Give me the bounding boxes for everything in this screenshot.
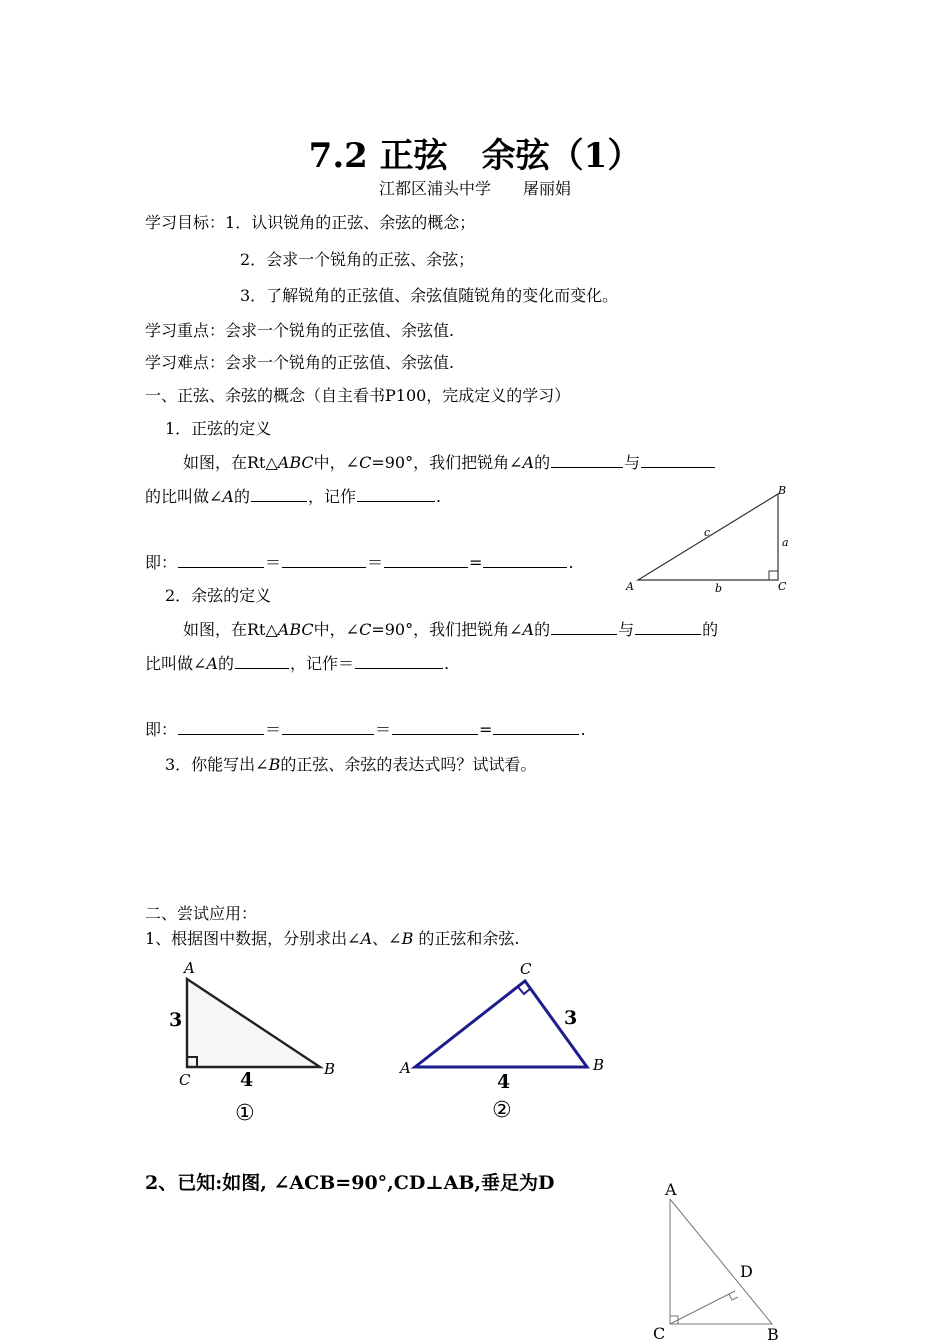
- school-name: 江都区浦头中学: [378, 179, 491, 198]
- author-line: [0, 176, 950, 199]
- cosine-equation: 即： ＝ ＝ = .: [145, 720, 586, 739]
- blank-sine-eq-2[interactable]: [282, 551, 366, 568]
- right-angle-mark: [769, 571, 778, 580]
- label-b: b: [715, 582, 723, 594]
- question-1: 1、根据图中数据，分别求出∠A、∠B 的正弦和余弦.: [145, 929, 520, 948]
- blank-sine-eq-3[interactable]: [384, 551, 468, 568]
- figure-2-label: ②: [492, 1098, 512, 1123]
- page-title: 7.2 正弦 余弦（1）: [308, 136, 642, 176]
- label-C: C: [778, 580, 787, 593]
- fig1-side-4: 4: [240, 1069, 254, 1091]
- goal-1: [145, 210, 475, 233]
- question-2: 2、已知:如图, ∠ACB=90°,CD⊥AB,垂足为D: [145, 1172, 555, 1194]
- teacher-name: 屠丽娟: [523, 179, 572, 198]
- blank-cosine-eq-1[interactable]: [178, 718, 264, 735]
- fig2-label-C: C: [520, 960, 532, 978]
- question-angle-b: 3．你能写出∠B的正弦、余弦的表达式吗？试试看。: [165, 755, 537, 774]
- blank-sine-3[interactable]: [251, 485, 307, 502]
- blank-cosine-eq-4[interactable]: [493, 718, 579, 735]
- blank-sine-1[interactable]: [551, 451, 623, 468]
- sine-heading: 1．正弦的定义: [165, 419, 272, 438]
- fig2-label-A: A: [400, 1059, 411, 1077]
- sine-equation: 即： ＝ ＝ = .: [145, 553, 574, 572]
- blank-sine-4[interactable]: [357, 485, 435, 502]
- altitude-cd: [670, 1291, 735, 1324]
- label-B: B: [778, 484, 787, 497]
- label-c: c: [704, 526, 711, 539]
- fig1-label-A: A: [184, 959, 195, 977]
- fig2-side-4: 4: [497, 1071, 511, 1093]
- blank-cosine-eq-3[interactable]: [392, 718, 478, 735]
- fig2-side-3: 3: [564, 1007, 578, 1029]
- cosine-definition-line2: 比叫做∠A的 ，记作＝ .: [145, 654, 450, 673]
- fig1-label-C: C: [179, 1071, 191, 1089]
- blank-cosine-2[interactable]: [635, 618, 701, 635]
- sine-definition-line2: 的比叫做∠A的 ，记作 .: [145, 487, 442, 506]
- triangle-fig2: [415, 981, 587, 1067]
- blank-cosine-eq-2[interactable]: [282, 718, 374, 735]
- blank-sine-eq-4[interactable]: [483, 551, 567, 568]
- fig3-label-D: D: [740, 1262, 753, 1281]
- fig3-label-A: A: [665, 1180, 677, 1199]
- section1-heading: 一、正弦、余弦的概念（自主看书P100，完成定义的学习）: [145, 386, 571, 405]
- label-a: a: [782, 536, 789, 549]
- difficulty: 学习难点：会求一个锐角的正弦值、余弦值.: [145, 353, 455, 372]
- fig2-label-B: B: [593, 1056, 605, 1074]
- blank-cosine-4[interactable]: [355, 652, 443, 669]
- fig1-side-3: 3: [169, 1009, 183, 1031]
- goal-3: 3．了解锐角的正弦值、余弦值随锐角的变化而变化。: [240, 286, 619, 305]
- goal-2: 2．会求一个锐角的正弦、余弦；: [240, 250, 475, 269]
- blank-sine-eq-1[interactable]: [178, 551, 264, 568]
- fig1-label-B: B: [324, 1060, 336, 1078]
- section2-heading: 二、尝试应用：: [145, 904, 258, 923]
- triangle-fig3: [670, 1199, 772, 1324]
- blank-cosine-3[interactable]: [235, 652, 289, 669]
- fig3-label-C: C: [653, 1324, 666, 1343]
- figure-1-label: ①: [235, 1101, 255, 1126]
- triangle-fig1: [187, 979, 320, 1067]
- label-A: A: [626, 580, 634, 593]
- right-angle-d: [729, 1294, 738, 1300]
- cosine-heading: 2．余弦的定义: [165, 586, 272, 605]
- fig3-label-B: B: [767, 1325, 779, 1344]
- goals-label: 学习目标：: [145, 213, 226, 232]
- cosine-definition-line1: 如图，在Rt△ABC中，∠C=90°，我们把锐角∠A的 与 的: [183, 620, 719, 639]
- figure-1: [160, 955, 350, 1095]
- key-point: 学习重点：会求一个锐角的正弦值、余弦值.: [145, 321, 455, 340]
- goal-1-text: 1．认识锐角的正弦、余弦的概念；: [225, 213, 476, 232]
- triangle-abc-figure: [618, 482, 798, 594]
- sine-definition-line1: 如图，在Rt△ABC中，∠C=90°，我们把锐角∠A的 与: [183, 450, 716, 473]
- figure-3: [645, 1175, 795, 1344]
- blank-cosine-1[interactable]: [551, 618, 617, 635]
- blank-sine-2[interactable]: [641, 451, 715, 468]
- figure-2: [395, 955, 615, 1095]
